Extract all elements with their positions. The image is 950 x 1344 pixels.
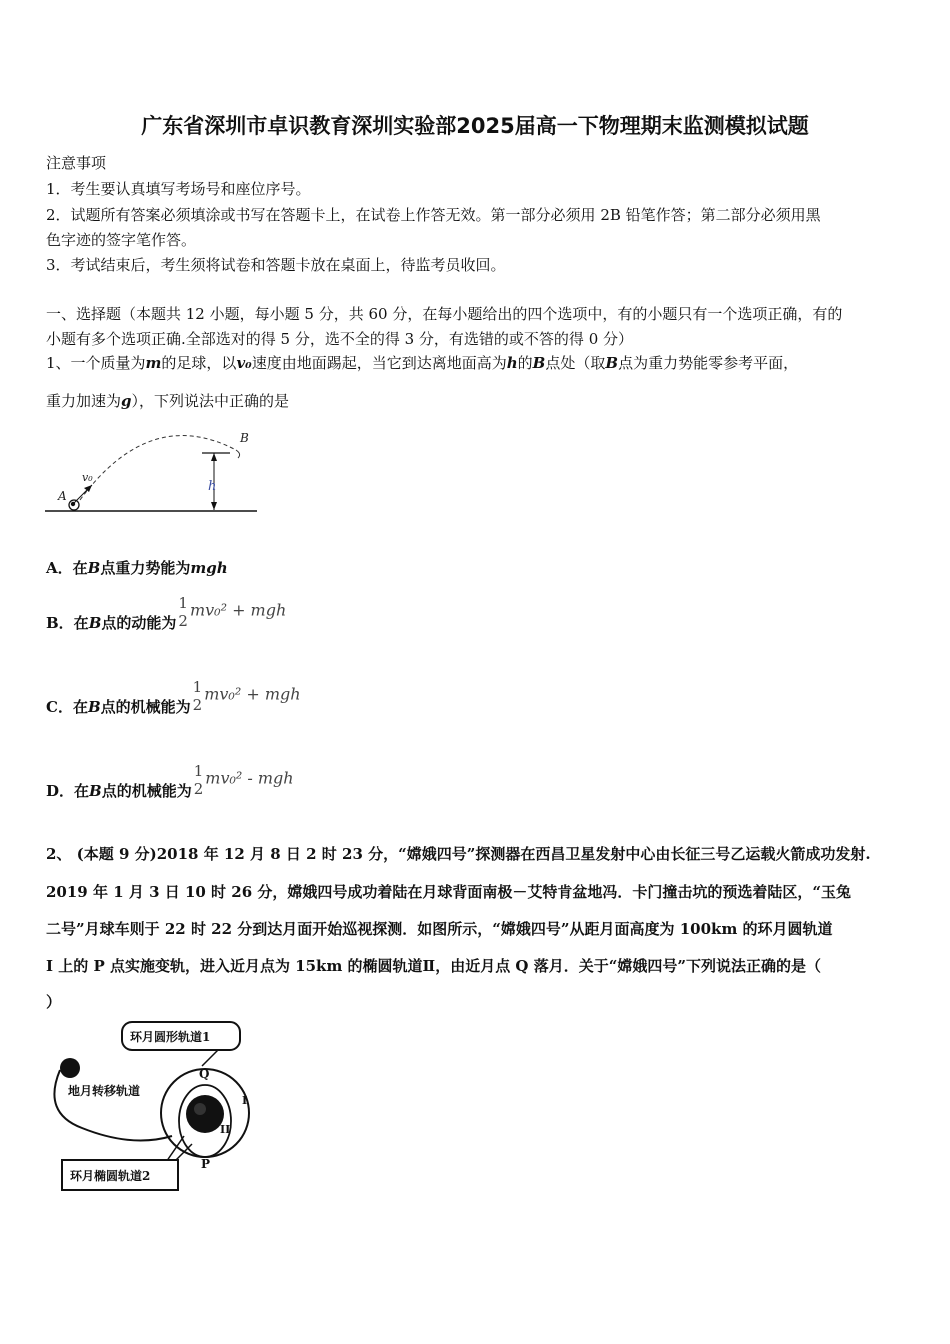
option-text: 点的动能为 — [101, 614, 177, 632]
fraction-half: 1 2 — [178, 593, 188, 630]
section1-line2: 小题有多个选项正确.全部选对的得 5 分，选不全的得 3 分，有选错的或不答的得 0 分） — [46, 330, 634, 348]
q2-line4: I 上的 P 点实施变轨，进入近月点为 15km 的椭圆轨道Ⅱ，由近月点 Q 落月．关于“嫦娥四号”下列说法正确的是（ — [46, 957, 821, 975]
option-var: B — [87, 559, 101, 577]
label-transfer-orbit: 地月转移轨道 — [68, 1084, 141, 1098]
option-label: B．在 — [46, 614, 89, 632]
label-p: P — [201, 1157, 211, 1171]
label-elliptical-orbit: 环月椭圆轨道2 — [70, 1169, 151, 1183]
label-v0: v₀ — [82, 471, 93, 484]
option-text: 点重力势能为 — [100, 559, 191, 577]
option-expr: mv₀² + mgh — [204, 684, 301, 704]
q2-line2: 2019 年 1 月 3 日 10 时 26 分，嫦娥四号成功着陆在月球背面南极－艾特肯盆地冯．卡门撞击坑的预选着陆区，“玉兔 — [46, 883, 852, 901]
option-label: C．在 — [46, 698, 88, 716]
fraction-half: 1 2 — [193, 761, 204, 798]
q1-option-c — [46, 674, 301, 717]
label-circular-orbit: 环月圆形轨道1 — [130, 1030, 211, 1044]
option-expr: mv₀² - mgh — [205, 768, 294, 788]
q1-text: 重力加速为 — [46, 392, 122, 410]
q1-text: 的足球，以 — [161, 354, 237, 372]
notice-item-2b: 色字迹的签字笔作答。 — [46, 231, 197, 249]
notice-heading: 注意事项 — [46, 154, 107, 172]
option-text: 点的机械能为 — [101, 782, 192, 800]
moon-icon — [186, 1095, 224, 1133]
q1-var-m: m — [145, 354, 162, 372]
label-a: A — [58, 489, 67, 503]
q1-text: 点处（取 — [545, 354, 606, 372]
q1-var-b: B — [605, 354, 619, 372]
option-expr: mv₀² + mgh — [189, 600, 287, 620]
option-label: D．在 — [46, 782, 90, 800]
notice-item-1: 1．考生要认真填写考场号和座位序号。 — [46, 180, 311, 198]
earth-icon — [60, 1058, 80, 1078]
q2-orbit-figure — [42, 1018, 272, 1198]
option-text: 点的机械能为 — [100, 698, 191, 716]
label-q: Q — [199, 1067, 210, 1081]
q2-line5: ） — [46, 993, 62, 1011]
q1-trajectory-figure — [40, 425, 270, 520]
q1-stem-line2 — [46, 390, 289, 411]
option-var: B — [88, 614, 102, 632]
q1-option-d — [46, 758, 294, 801]
label-i: I — [242, 1094, 248, 1107]
q1-var-h: h — [506, 354, 518, 372]
q1-option-a — [46, 557, 228, 578]
page-title: 广东省深圳市卓识教育深圳实验部2025届高一下物理期末监测模拟试题 — [141, 114, 809, 138]
q1-var-g: g — [121, 392, 132, 410]
q1-text: 1、一个质量为 — [46, 354, 146, 372]
transfer-orbit — [54, 1070, 172, 1141]
label-ii: II — [220, 1123, 231, 1136]
label-h: h — [208, 479, 217, 494]
option-label: A．在 — [46, 559, 88, 577]
q1-text: ），下列说法中正确的是 — [131, 392, 290, 410]
section1-line1: 一、选择题（本题共 12 小题，每小题 5 分，共 60 分，在每小题给出的四个选项中，有的小题只有一个选项正确，有的 — [46, 305, 843, 323]
q1-text: 速度由地面踢起，当它到达离地面高为 — [251, 354, 507, 372]
option-expr: mgh — [190, 559, 228, 577]
q1-var-b: B — [532, 354, 546, 372]
q1-text: 的 — [517, 354, 533, 372]
label-b: B — [240, 431, 249, 445]
q1-stem-line1 — [46, 352, 798, 373]
notice-item-2a: 2．试题所有答案必须填涂或书写在答题卡上，在试卷上作答无效。第一部分必须用 2B 铅笔作答；第二部分必须用黑 — [46, 206, 821, 224]
q2-line1: 2、 (本题 9 分)2018 年 12 月 8 日 2 时 23 分，“嫦娥四号”探测器在西昌卫星发射中心由长征三号乙运载火箭成功发射. — [46, 845, 871, 863]
q2-line3: 二号”月球车则于 22 时 22 分到达月面开始巡视探测．如图所示，“嫦娥四号”从距月面高度为 100km 的环月圆轨道 — [46, 920, 833, 938]
fraction-half: 1 2 — [192, 677, 203, 714]
option-var: B — [87, 698, 101, 716]
notice-item-3: 3．考试结束后，考生须将试卷和答题卡放在桌面上，待监考员收回。 — [46, 256, 506, 274]
q1-var-v0: v₀ — [236, 354, 252, 372]
option-var: B — [89, 782, 102, 800]
q1-option-b — [46, 590, 286, 633]
q1-text: 点为重力势能零参考平面， — [618, 354, 799, 372]
